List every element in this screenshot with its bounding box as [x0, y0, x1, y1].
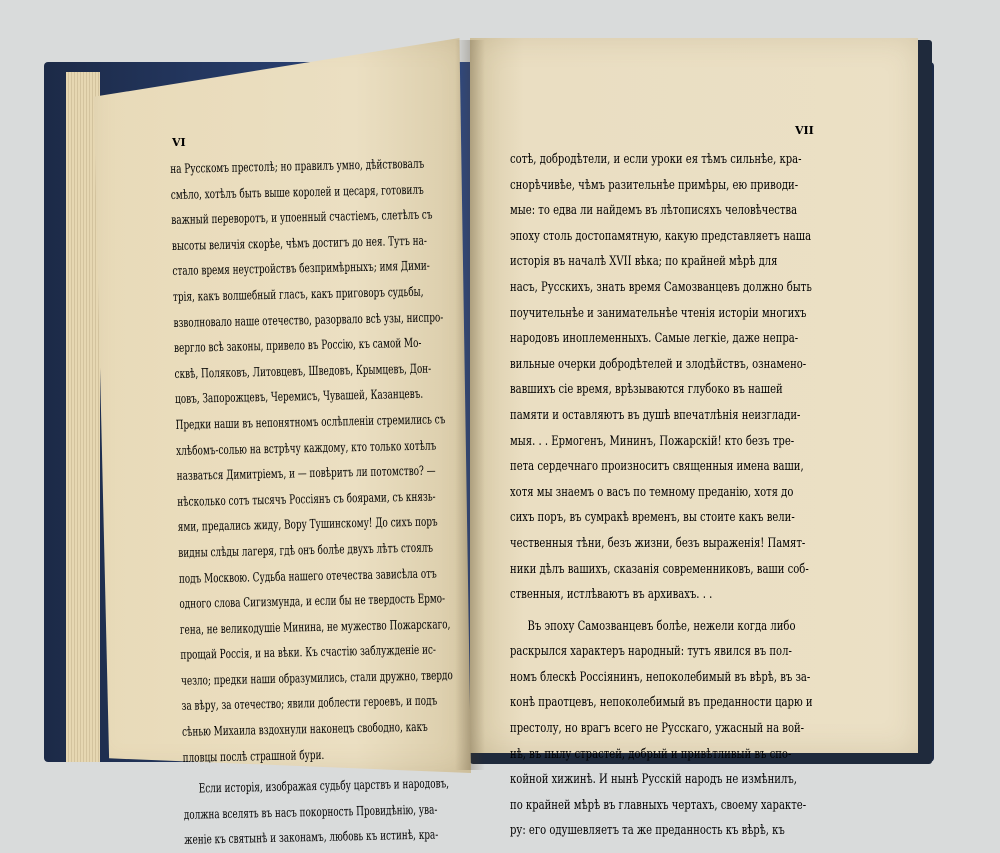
text-line: сѣнью Михаила вздохнули наконецъ свободно, какъ	[181, 718, 428, 739]
text-line: насъ, Русскихъ, знать время Самозванцевъ должно быть	[510, 278, 812, 294]
text-line: вильные очерки добродѣтелей и злодѣйствъ, ознамено-	[510, 355, 807, 371]
text-line: памяти и оставляютъ въ душѣ впечатлѣнія неизглади-	[510, 406, 801, 422]
text-line: назваться Димитріемъ, и — повѣритъ ли потомство? —	[176, 462, 436, 484]
text-line: трія, какъ волшебный гласъ, какъ приговоръ судьбы,	[172, 283, 424, 304]
text-line: престолу, но врагъ всего не Русскаго, ужасный на вой-	[510, 720, 805, 736]
text-line: снорѣчивѣе, чѣмъ разительнѣе примѣры, ею приводи-	[510, 176, 799, 192]
text-line: народовъ иноплеменныхъ. Самые легкіе, даже непра-	[510, 330, 799, 346]
text-line: гена, не великодушіе Минина, не мужество Пожарскаго,	[179, 615, 451, 637]
text-line: по крайней мѣрѣ въ главныхъ чертахъ, своему характе-	[510, 796, 807, 812]
left-page-number: VI	[172, 136, 186, 149]
text-line: поучительнѣе и занимательнѣе чтенія исторіи многихъ	[510, 304, 807, 320]
text-line: Если исторія, изображая судьбу царствъ и народовъ,	[198, 775, 450, 796]
text-line: должна вселять въ насъ покорность Провидѣнію, ува-	[183, 801, 438, 822]
text-line: видны слѣды лагеря, гдѣ онъ болѣе двухъ лѣтъ стоялъ	[178, 539, 434, 560]
text-line: номъ блескѣ Россіянинъ, непоколебимый въ вѣрѣ, въ за-	[510, 668, 811, 684]
text-line: конѣ праотцевъ, непоколебимый въ преданности царю и	[510, 694, 813, 710]
text-line: взволновало наше отечество, разорвало всѣ узы, ниспро-	[173, 308, 444, 330]
text-line: пета сердечнаго произноситъ священныя имена ваши,	[510, 458, 804, 474]
text-line: вавшихъ сіе время, врѣзываются глубоко въ нашей	[510, 381, 783, 397]
text-line: исторія въ началѣ XVII вѣка; по крайней мѣрѣ для	[510, 253, 778, 269]
text-line: чественныя тѣни, безъ жизни, безъ выраженія! Памят-	[510, 534, 806, 550]
text-line: раскрылся характеръ народный: тутъ явился въ пол-	[510, 643, 792, 659]
text-line: койной хижинѣ. И нынѣ Русскій народъ не измѣнилъ,	[510, 771, 797, 787]
text-line: высоты величія скорѣе, чѣмъ достигъ до нея. Тутъ на-	[171, 232, 428, 253]
text-line: мыя. . . Ермогенъ, Мининъ, Пожарскій! кто безъ тре-	[510, 432, 795, 448]
text-line: смѣло, хотѣлъ быть выше королей и цесаря, готовилъ	[170, 181, 424, 202]
text-line: хлѣбомъ-солью на встрѣчу каждому, кто только хотѣлъ	[176, 437, 437, 458]
text-line: нѣ, въ пылу страстей, добрый и привѣтливый въ спо-	[510, 745, 792, 761]
right-page-number: VII	[795, 124, 814, 137]
text-line: нѣсколько сотъ тысячъ Россіянъ съ боярами, съ князь-	[177, 488, 436, 509]
text-line: подъ Москвою. Судьба нашего отечества зависѣла отъ	[178, 565, 437, 586]
text-line: Въ эпоху Самозванцевъ болѣе, нежели когда либо	[527, 617, 796, 633]
text-line: пловцы послѣ страшной бури.	[182, 746, 325, 765]
text-line: важный переворотъ, и упоенный счастіемъ, слетѣлъ съ	[171, 206, 433, 228]
text-line: женіе къ святынѣ и законамъ, любовь къ истинѣ, кра-	[184, 826, 439, 848]
text-line: мые: то едва ли найдемъ въ лѣтописяхъ человѣчества	[510, 202, 798, 218]
text-line: стало время неустройствъ безпримѣрныхъ; имя Дими-	[172, 257, 430, 279]
text-line: прощай Россія, и на вѣки. Къ счастію заблужденіе ис-	[180, 641, 437, 663]
text-line: ру: его одушевляетъ та же преданность къ вѣрѣ, къ	[510, 822, 785, 838]
text-line: Предки наши въ непонятномъ ослѣпленіи стремились съ	[175, 411, 446, 432]
text-line: сихъ поръ, въ сумракѣ временъ, вы стоите какъ вели-	[510, 509, 795, 525]
text-line: сотѣ, добродѣтели, и если уроки ея тѣмъ сильнѣе, кра-	[510, 151, 802, 166]
text-line: за вѣру, за отечество; явили доблести героевъ, и подъ	[181, 692, 438, 714]
text-line: чезло; предки наши образумились, стали дружно, твердо	[180, 667, 453, 688]
right-page-text	[510, 146, 890, 843]
text-line: ями, предались жиду, Вору Тушинскому! До сихъ поръ	[177, 513, 438, 535]
text-line: сквѣ, Поляковъ, Литовцевъ, Шведовъ, Крымцевъ, Дон-	[174, 360, 432, 381]
text-line: вергло всѣ законы, привело въ Россію, къ самой Мо-	[173, 334, 422, 356]
text-line: ственныя, истлѣваютъ въ архивахъ. . .	[510, 586, 713, 602]
text-line: на Русскомъ престолѣ; но правилъ умно, дѣйствовалъ	[170, 155, 425, 176]
text-line: эпоху столь достопамятную, какую представляетъ наша	[510, 227, 812, 243]
text-line: одного слова Сигизмунда, и если бы не твердость Ермо-	[179, 590, 446, 611]
page-edges	[66, 72, 100, 762]
text-line: ники дѣлъ вашихъ, сказанія современниковъ, ваши соб-	[510, 560, 809, 576]
text-line: хотя мы знаемъ о васъ по темному преданію, хотя до	[510, 483, 794, 499]
text-line: цовъ, Запорожцевъ, Черемисъ, Чувашей, Казанцевъ.	[174, 386, 424, 407]
